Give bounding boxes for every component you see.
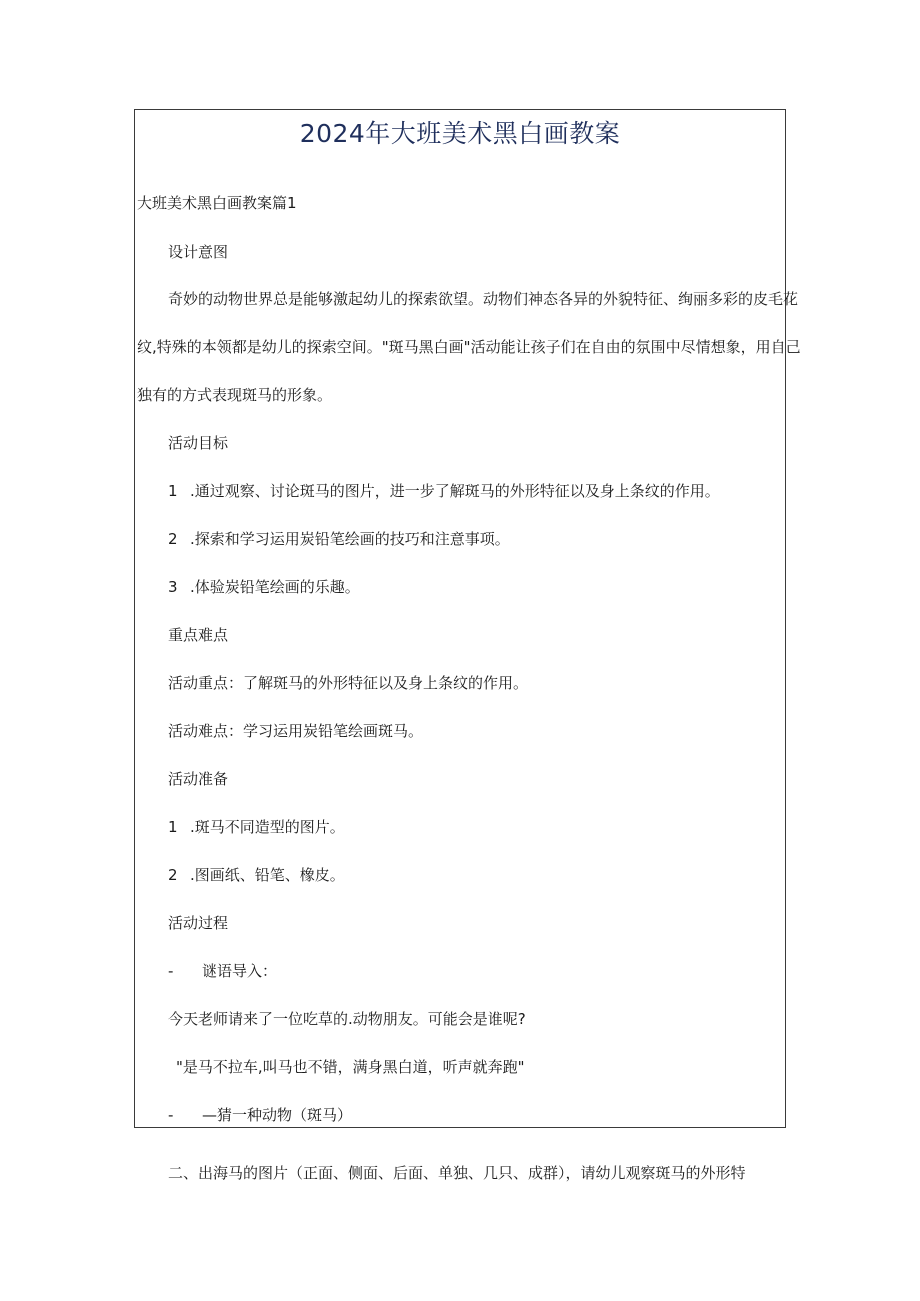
- bullet-dash: -: [168, 962, 174, 980]
- goal-number: 1: [168, 482, 178, 500]
- design-intent-line-2: 纹,特殊的本领都是幼儿的探索空间。"斑马黑白画"活动能让孩子们在自由的氛围中尽情想象，用自己: [137, 338, 801, 356]
- preparation-item: [168, 816, 345, 838]
- design-intent-heading: 设计意图: [168, 243, 229, 261]
- document-title: 2024年大班美术黑白画教案: [299, 119, 621, 148]
- key-points-heading: 重点难点: [168, 626, 229, 644]
- goal-number: 3: [168, 578, 178, 596]
- preparation-number: 2: [168, 866, 178, 884]
- design-intent-line-1: 奇妙的动物世界总是能够激起幼儿的探索欲望。动物们神态各异的外貌特征、绚丽多彩的皮毛花: [168, 290, 799, 308]
- goal-text: .体验炭铅笔绘画的乐趣。: [190, 578, 360, 596]
- process-guess: [168, 1104, 352, 1126]
- preparation-item: [168, 864, 345, 886]
- goal-text: .探索和学习运用炭铅笔绘画的技巧和注意事项。: [190, 530, 510, 548]
- goal-text: .通过观察、讨论斑马的图片，进一步了解斑马的外形特征以及身上条纹的作用。: [190, 482, 720, 500]
- key-point-focus: 活动重点：了解斑马的外形特征以及身上条纹的作用。: [168, 674, 529, 692]
- process-heading: 活动过程: [168, 914, 229, 932]
- goal-number: 2: [168, 530, 178, 548]
- process-step-1: [168, 960, 277, 982]
- section-heading: 大班美术黑白画教案篇1: [137, 194, 297, 212]
- goal-item: [168, 480, 720, 502]
- goal-item: [168, 576, 360, 598]
- process-riddle: "是马不拉车,叫马也不错，满身黑白道，听声就奔跑": [176, 1058, 525, 1076]
- bullet-dash: -: [168, 1106, 174, 1124]
- design-intent-line-3: 独有的方式表现斑马的形象。: [137, 386, 333, 404]
- preparation-text: .图画纸、铅笔、橡皮。: [190, 866, 345, 884]
- process-guess-text: —猜一种动物（斑马）: [202, 1106, 353, 1124]
- preparation-number: 1: [168, 818, 178, 836]
- process-step-2: 二、出海马的图片（正面、侧面、后面、单独、几只、成群），请幼儿观察斑马的外形特: [168, 1164, 746, 1182]
- goals-heading: 活动目标: [168, 434, 229, 452]
- goal-item: [168, 528, 510, 550]
- key-point-difficulty: 活动难点：学习运用炭铅笔绘画斑马。: [168, 722, 424, 740]
- preparation-text: .斑马不同造型的图片。: [190, 818, 345, 836]
- process-step-1-text: 谜语导入：: [202, 962, 278, 980]
- process-intro: 今天老师请来了一位吃草的.动物朋友。可能会是谁呢?: [168, 1010, 526, 1028]
- preparation-heading: 活动准备: [168, 770, 229, 788]
